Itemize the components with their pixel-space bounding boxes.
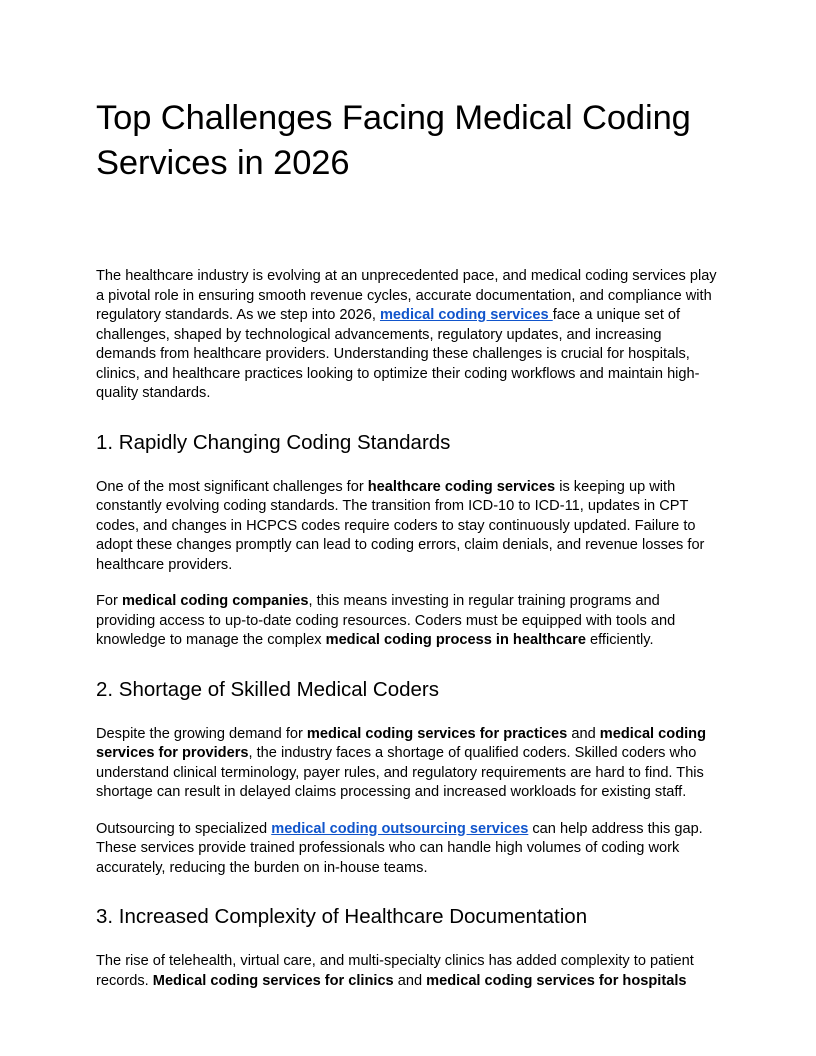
text: and	[567, 725, 600, 742]
section-1-heading: 1. Rapidly Changing Coding Standards	[96, 430, 451, 454]
document-page	[96, 96, 722, 991]
medical-coding-outsourcing-services-link[interactable]: medical coding outsourcing services	[271, 820, 529, 837]
text: The rise of telehealth, virtual care, and multi-specialty clinics has added complexity to patient records.	[96, 953, 694, 989]
bold-text: healthcare coding services	[367, 478, 556, 495]
text: One of the most significant challenges for	[96, 478, 368, 495]
section-2-heading: 2. Shortage of Skilled Medical Coders	[96, 677, 439, 701]
bold-text: medical coding services for practices	[306, 725, 568, 742]
section-3-heading: 3. Increased Complexity of Healthcare Documentation	[96, 905, 588, 928]
intro-text-1: The healthcare industry is evolving at an unprecedented pace, and medical coding services play a pivotal role in ensuring smooth revenue cycles, accurate documentation, and compliance with regulatory standards. As we step into 2026,	[96, 268, 717, 323]
text: and	[393, 972, 427, 989]
section-1-paragraph-1	[96, 478, 722, 576]
text: , this means investing in regular training programs and providing access to up-to-date coding resources. Coders must be equipped with tools and knowledge to manage the complex	[96, 593, 676, 648]
text: For	[96, 593, 122, 609]
section-3-paragraph-1	[96, 952, 722, 991]
section-2-paragraph-2	[96, 820, 722, 879]
text: efficiently.	[585, 632, 654, 648]
section-1-paragraph-2	[96, 592, 722, 651]
section-2-paragraph-1	[96, 725, 722, 803]
document-title: Top Challenges Facing Medical Coding Services in 2026	[96, 99, 691, 182]
bold-text: Medical coding services for clinics	[152, 972, 394, 989]
intro-text-2: face a unique set of challenges, shaped by technological advancements, regulatory updates, and increasing demands from healthcare providers. Understanding these challenges is crucial for hospitals, clinics, and healthcare practices looking to optimize their coding workflows and maintain high-quality standards.	[96, 307, 700, 401]
text: is keeping up with constantly evolving coding standards. The transition from ICD-10 to ICD-11, updates in CPT codes, and changes in HCPCS codes require coders to stay continuously updated. Failure to adopt these changes promptly can lead to coding errors, claim denials, and revenue losses for healthcare providers.	[96, 478, 705, 573]
bold-text: medical coding services for providers	[96, 725, 706, 761]
bold-text: medical coding process in healthcare	[325, 632, 586, 648]
text: can help address this gap. These services provide trained professionals who can handle high volumes of coding work accurately, reducing the burden on in-house teams.	[96, 820, 703, 876]
intro-paragraph	[96, 267, 722, 404]
bold-text: medical coding services for hospitals	[426, 972, 687, 989]
medical-coding-services-link[interactable]: medical coding services	[379, 307, 553, 323]
text: Despite the growing demand for	[96, 725, 307, 742]
text: , the industry faces a shortage of qualified coders. Skilled coders who understand clinical terminology, payer rules, and regulatory requirements are hard to find. This shortage can result in delayed claims processing and increased workloads for existing staff.	[96, 745, 704, 800]
text: Outsourcing to specialized	[96, 820, 272, 837]
bold-text: medical coding companies	[121, 593, 309, 609]
